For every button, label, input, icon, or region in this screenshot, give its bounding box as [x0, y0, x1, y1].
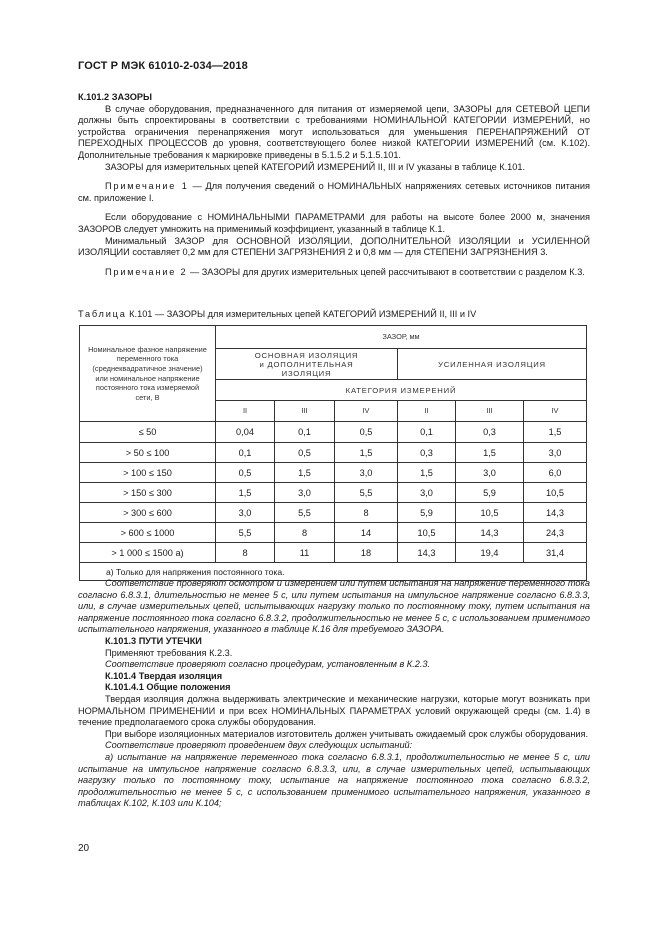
value-cell: 3,0: [456, 463, 524, 483]
note-text: — ЗАЗОРЫ для других измерительных цепей рассчитывают в соответствии с разделом К.3.: [187, 266, 585, 277]
value-cell: 0,3: [398, 443, 456, 463]
paragraph: ЗАЗОРЫ для измерительных цепей КАТЕГОРИЙ ИЗМЕРЕНИЙ II, III и IV указаны в таблице К.101.: [105, 161, 526, 172]
value-cell: 8: [335, 503, 398, 523]
value-cell: 3,0: [398, 483, 456, 503]
value-cell: 8: [216, 543, 275, 563]
subsection-heading: К.101.4.1 Общие положения: [105, 682, 231, 693]
page-number: 20: [78, 843, 90, 854]
value-cell: 11: [275, 543, 335, 563]
value-cell: 5,9: [398, 503, 456, 523]
value-cell: 0,04: [216, 422, 275, 443]
conformity-paragraph: Соответствие проверяют проведением двух следующих испытаний:: [105, 740, 413, 751]
value-cell: 0,5: [335, 422, 398, 443]
table-footnote: а) Только для напряжения постоянного тока.: [80, 563, 587, 581]
value-cell: 1,5: [456, 443, 524, 463]
voltage-cell: > 50 ≤ 100: [80, 443, 216, 463]
conformity-paragraph: Соответствие проверяют согласно процедурам, установленным в К.2.3.: [105, 659, 431, 670]
table-caption: [78, 309, 598, 321]
note-2: [78, 267, 590, 279]
value-cell: 14,3: [524, 503, 587, 523]
value-cell: 5,5: [216, 523, 275, 543]
category-cell: II: [398, 401, 456, 422]
value-cell: 24,3: [524, 523, 587, 543]
value-cell: 0,3: [456, 422, 524, 443]
value-cell: 5,9: [456, 483, 524, 503]
value-cell: 6,0: [524, 463, 587, 483]
category-cell: III: [275, 401, 335, 422]
section-heading: К.101.3 ПУТИ УТЕЧКИ: [105, 635, 202, 646]
value-cell: 5,5: [275, 503, 335, 523]
table-row: [80, 443, 587, 463]
column-header-basic-insulation: ОСНОВНАЯ ИЗОЛЯЦИЯ и ДОПОЛНИТЕЛЬНАЯ ИЗОЛЯЦИЯ: [216, 349, 398, 380]
note-label: Примечание 1: [105, 181, 189, 192]
paragraph: В случае оборудования, предназначенного для питания от измеряемой цепи, ЗАЗОРЫ для СЕТЕВОЙ ЦЕПИ должны быть спроектированы в соответствии с требованиями НОМИНАЛЬНОЙ КАТЕГОРИИ ИЗМЕРЕНИЙ, но устройства ограничения перенапряжения могут использоваться для уменьшения ПЕРЕНАПРЯЖЕНИЙ ОТ ПЕРЕХОДНЫХ ПРОЦЕССОВ до уровня, соответствующего более низкой КАТЕГОРИИ ИЗМЕРЕНИЙ (см. К.102). Дополнительные требования к маркировке приведены в 5.1.5.2 и 5.1.5.101.: [78, 103, 590, 160]
clearances-table: [79, 325, 587, 581]
paragraph: Если оборудование с НОМИНАЛЬНЫМИ ПАРАМЕТРАМИ для работы на высоте более 2000 м, значения ЗАЗОРОВ следует умножить на применимый коэффициент, указанный в таблице К.1.: [78, 212, 590, 234]
value-cell: 14,3: [456, 523, 524, 543]
value-cell: 1,5: [398, 463, 456, 483]
conformity-paragraph: Соответствие проверяют осмотром и измерением или путем испытания на напряжение переменного тока согласно 6.8.3.1, длительностью не менее 5 с, или путем испытания на импульсное напряжение согласно 6.8.3.3, или, в случае измерительных цепей, испытывающих нагрузку только по постоянному току, путем испытания на напряжение постоянного тока согласно 6.8.3.2, продолжительностью не менее 5 с, с использованием применимого испытательного напряжения, указанного в таблице К.16 для требуемого ЗАЗОРА.: [78, 578, 590, 635]
value-cell: 3,0: [335, 463, 398, 483]
value-cell: 1,5: [275, 463, 335, 483]
value-cell: 8: [275, 523, 335, 543]
value-cell: 0,5: [275, 443, 335, 463]
voltage-cell: ≤ 50: [80, 422, 216, 443]
value-cell: 0,5: [216, 463, 275, 483]
paragraph: Минимальный ЗАЗОР для ОСНОВНОЙ ИЗОЛЯЦИИ, ДОПОЛНИТЕЛЬНОЙ ИЗОЛЯЦИИ и УСИЛЕННОЙ ИЗОЛЯЦИИ составляет 0,2 мм для СТЕПЕНИ ЗАГРЯЗНЕНИЯ 2 и 0,8 мм — для СТЕПЕНИ ЗАГРЯЗНЕНИЯ 3.: [78, 235, 590, 258]
section-clearances: [78, 92, 590, 278]
category-cell: II: [216, 401, 275, 422]
column-header-clearance: ЗАЗОР, мм: [216, 326, 587, 349]
value-cell: 1,5: [335, 443, 398, 463]
table-row: [80, 523, 587, 543]
paragraph: Твердая изоляция должна выдерживать электрические и механические нагрузки, которые могут возникать при НОРМАЛЬНОМ ПРИМЕНЕНИИ и при всех НОМИНАЛЬНЫХ ПАРАМЕТРАХ условий окружающей среды (см. 1.4) в течение предполагаемого срока службы оборудования.: [78, 693, 590, 728]
paragraph: Применяют требования К.2.3.: [105, 647, 233, 658]
value-cell: 14,3: [398, 543, 456, 563]
value-cell: 0,1: [275, 422, 335, 443]
value-cell: 5,5: [335, 483, 398, 503]
table-caption-text: К.101 — ЗАЗОРЫ для измерительных цепей КАТЕГОРИЙ ИЗМЕРЕНИЙ II, III и IV: [126, 309, 477, 319]
paragraph: При выборе изоляционных материалов изготовитель должен учитывать ожидаемый срок службы оборудования.: [105, 728, 589, 739]
value-cell: 31,4: [524, 543, 587, 563]
table-row: [80, 422, 587, 443]
value-cell: 3,0: [524, 443, 587, 463]
document-header: ГОСТ Р МЭК 61010-2-034—2018: [78, 60, 248, 72]
table-caption-label: Таблица: [78, 309, 127, 319]
category-cell: III: [456, 401, 524, 422]
table-row: [80, 483, 587, 503]
value-cell: 10,5: [456, 503, 524, 523]
voltage-cell: > 100 ≤ 150: [80, 463, 216, 483]
category-cell: IV: [335, 401, 398, 422]
value-cell: 19,4: [456, 543, 524, 563]
note-label: Примечание 2: [105, 266, 188, 277]
value-cell: 14: [335, 523, 398, 543]
value-cell: 10,5: [524, 483, 587, 503]
voltage-cell: > 1 000 ≤ 1500 а): [80, 543, 216, 563]
note-text: — Для получения сведений о НОМИНАЛЬНЫХ напряжениях сетевых источников питания см. приложение I.: [78, 181, 590, 203]
column-header-reinforced-insulation: УСИЛЕННАЯ ИЗОЛЯЦИЯ: [398, 349, 587, 380]
value-cell: 3,0: [275, 483, 335, 503]
table-row: [80, 463, 587, 483]
section-continued: [78, 578, 590, 810]
value-cell: 10,5: [398, 523, 456, 543]
table-row: [80, 543, 587, 563]
voltage-cell: > 600 ≤ 1000: [80, 523, 216, 543]
value-cell: 1,5: [524, 422, 587, 443]
value-cell: 0,1: [216, 443, 275, 463]
value-cell: 18: [335, 543, 398, 563]
section-heading: К.101.4 Твердая изоляция: [105, 670, 223, 681]
value-cell: 1,5: [216, 483, 275, 503]
note-1: [78, 181, 590, 204]
table-row: [80, 503, 587, 523]
category-cell: IV: [524, 401, 587, 422]
section-heading: К.101.2 ЗАЗОРЫ: [78, 92, 152, 102]
column-header-voltage: Номинальное фазное напряжение переменного тока (среднеквадратичное значение) или номинальное напряжение постоянного тока измеряемой сети, В: [80, 326, 216, 422]
value-cell: 3,0: [216, 503, 275, 523]
test-item-a: а) испытание на напряжение переменного тока согласно 6.8.3.1, продолжительностью не менее 5 с, или испытание на импульсное напряжение согласно 6.8.3.3, или, в случае измерительных цепей, испытывающих нагрузку только по постоянному току, испытание на напряжение постоянного тока согласно 6.8.3.2, продолжительностью не менее 5 с, с использованием применимого испытательного напряжения, указанного в таблицах К.102, К.103 или К.104;: [78, 751, 590, 809]
column-header-category: КАТЕГОРИЯ ИЗМЕРЕНИЙ: [216, 380, 587, 401]
value-cell: 0,1: [398, 422, 456, 443]
voltage-cell: > 150 ≤ 300: [80, 483, 216, 503]
voltage-cell: > 300 ≤ 600: [80, 503, 216, 523]
